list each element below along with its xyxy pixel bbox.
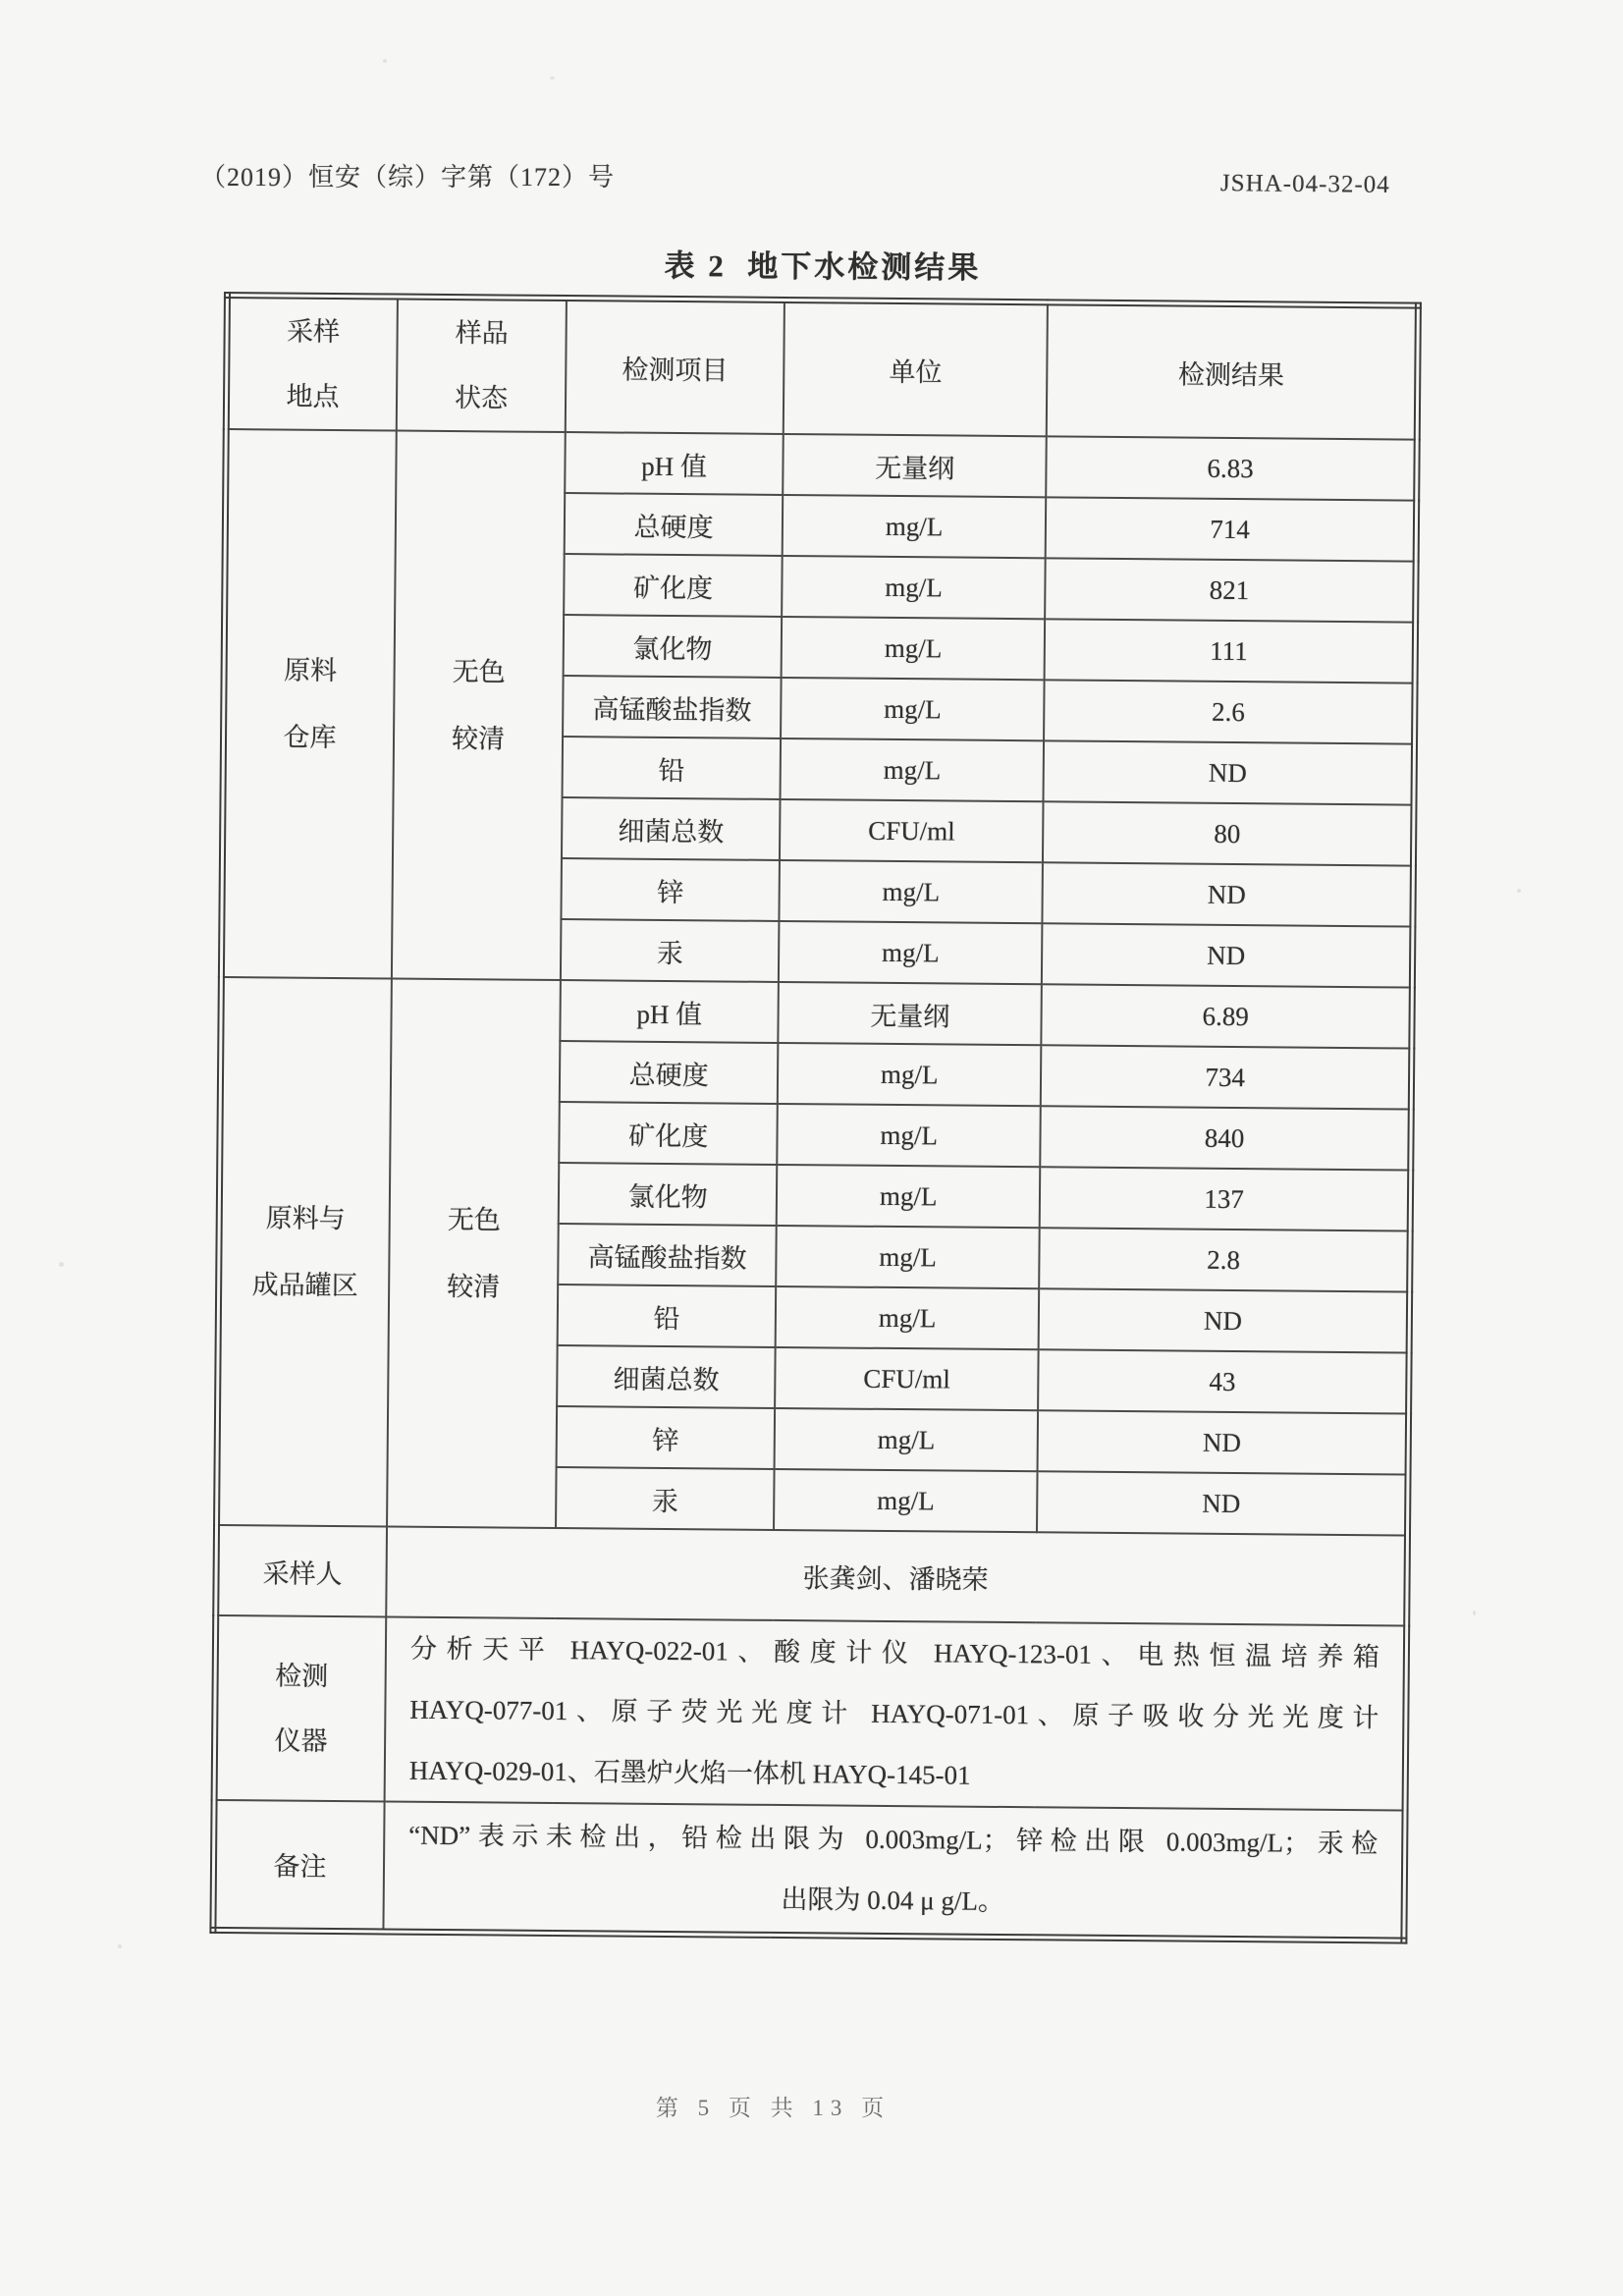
table-header-row: [226, 296, 1418, 440]
table-row: [226, 429, 1417, 501]
state-cell: 无色 较清: [387, 979, 561, 1528]
scan-speck: [1517, 889, 1521, 893]
unit-cell: 无量纲: [783, 434, 1047, 497]
location-cell: 原料与 成品罐区: [217, 977, 392, 1526]
item-cell: 锌: [557, 1406, 776, 1469]
state-cell: 无色 较清: [392, 431, 566, 980]
sampler-value: 张龚剑、潘晓荣: [386, 1526, 1407, 1625]
item-cell: 锌: [562, 858, 781, 921]
result-cell: 6.89: [1042, 984, 1413, 1048]
result-cell: 714: [1046, 497, 1417, 561]
unit-cell: 无量纲: [779, 982, 1043, 1045]
result-cell: 2.8: [1039, 1228, 1410, 1291]
unit-cell: mg/L: [775, 1408, 1039, 1471]
unit-cell: mg/L: [777, 1104, 1041, 1167]
scan-speck: [59, 1262, 64, 1267]
result-cell: 734: [1041, 1045, 1412, 1109]
table-title: 表 2 地下水检测结果: [664, 248, 982, 285]
item-cell: 铅: [563, 737, 782, 799]
unit-cell: mg/L: [781, 738, 1045, 801]
remark-content: [383, 1801, 1405, 1940]
result-cell: 821: [1045, 558, 1416, 622]
header-location: 采样 地点: [226, 296, 398, 431]
result-cell: 6.83: [1046, 436, 1417, 500]
scan-speck: [383, 59, 387, 63]
results-table: [209, 292, 1422, 1943]
sampler-row: [216, 1525, 1408, 1626]
item-cell: 氯化物: [559, 1163, 778, 1226]
result-cell: 137: [1040, 1167, 1411, 1230]
remark-label: 备注: [213, 1800, 385, 1932]
item-cell: 总硬度: [560, 1041, 779, 1104]
item-cell: pH 值: [561, 980, 780, 1043]
item-cell: 矿化度: [564, 554, 783, 617]
item-cell: pH 值: [565, 432, 784, 495]
result-cell: ND: [1037, 1471, 1408, 1535]
unit-cell: mg/L: [781, 678, 1045, 740]
instruments-content: [385, 1616, 1407, 1810]
result-cell: 43: [1038, 1349, 1409, 1413]
instruments-line: 分析天平 HAYQ-022-01、酸度计仪 HAYQ-123-01、电热恒温培养箱: [409, 1633, 1380, 1672]
header-state: 样品 状态: [397, 297, 567, 432]
remark-line: 出限为 0.04 μ g/L。: [781, 1884, 1005, 1916]
table-row: [221, 977, 1412, 1049]
instruments-line: HAYQ-029-01、石墨炉火焰一体机 HAYQ-145-01: [408, 1755, 971, 1790]
result-cell: 2.6: [1044, 680, 1415, 743]
scan-speck: [550, 77, 555, 80]
item-cell: 汞: [561, 919, 780, 982]
result-cell: 111: [1045, 619, 1416, 683]
scan-speck: [1473, 1611, 1476, 1615]
remark-row: [213, 1800, 1405, 1941]
page-footer: 第 5 页 共 13 页: [655, 2096, 892, 2120]
results-table-wrap: [209, 292, 1422, 1943]
header-unit: 单位: [784, 300, 1048, 436]
instruments-row: [214, 1615, 1407, 1811]
result-cell: ND: [1043, 862, 1414, 926]
result-cell: ND: [1039, 1288, 1410, 1352]
result-cell: 840: [1040, 1106, 1411, 1170]
item-cell: 细菌总数: [557, 1345, 776, 1408]
remark-line: “ND”表示未检出，铅检出限为 0.003mg/L；锌检出限 0.003mg/L；汞检: [408, 1820, 1379, 1859]
header-item: 检测项目: [566, 299, 784, 434]
item-cell: 高锰酸盐指数: [558, 1224, 777, 1286]
item-cell: 汞: [556, 1467, 775, 1530]
doc-code: JSHA-04-32-04: [1219, 170, 1390, 198]
unit-cell: mg/L: [777, 1165, 1041, 1228]
result-cell: ND: [1044, 740, 1415, 804]
unit-cell: mg/L: [774, 1469, 1038, 1532]
item-cell: 总硬度: [565, 493, 784, 556]
result-cell: 80: [1043, 801, 1414, 865]
item-cell: 矿化度: [559, 1102, 778, 1165]
unit-cell: mg/L: [782, 617, 1046, 680]
doc-number: （2019）恒安（综）字第（172）号: [200, 163, 616, 191]
unit-cell: mg/L: [776, 1226, 1040, 1288]
unit-cell: CFU/ml: [775, 1347, 1039, 1410]
item-cell: 高锰酸盐指数: [563, 676, 782, 738]
unit-cell: mg/L: [780, 860, 1044, 923]
result-cell: ND: [1042, 923, 1413, 987]
item-cell: 细菌总数: [562, 797, 781, 860]
item-cell: 氯化物: [564, 615, 783, 678]
scan-speck: [118, 1944, 122, 1948]
unit-cell: mg/L: [782, 556, 1046, 619]
instruments-label: 检测 仪器: [214, 1615, 386, 1802]
unit-cell: mg/L: [776, 1286, 1040, 1349]
unit-cell: mg/L: [779, 921, 1043, 984]
location-cell: 原料 仓库: [221, 429, 396, 978]
header-result: 检测结果: [1047, 302, 1418, 440]
item-cell: 铅: [558, 1285, 777, 1347]
result-cell: ND: [1038, 1410, 1409, 1474]
sampler-label: 采样人: [216, 1525, 387, 1617]
unit-cell: CFU/ml: [780, 799, 1044, 862]
unit-cell: mg/L: [783, 495, 1047, 558]
unit-cell: mg/L: [778, 1043, 1042, 1106]
instruments-line: HAYQ-077-01、原子荧光光度计 HAYQ-071-01、原子吸收分光光度计: [409, 1694, 1380, 1733]
